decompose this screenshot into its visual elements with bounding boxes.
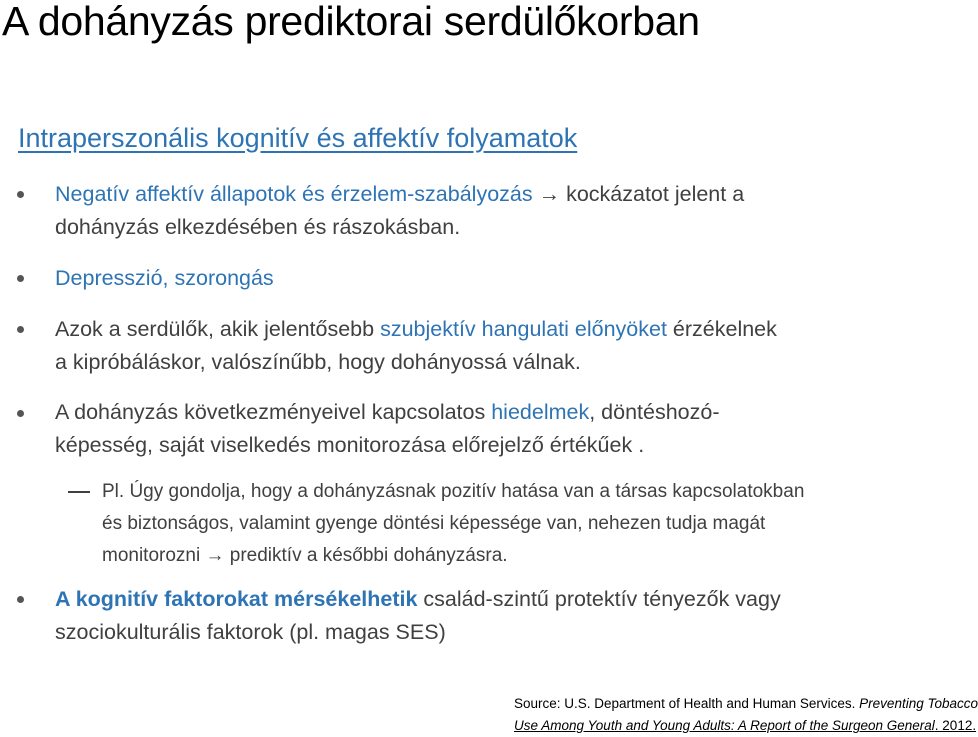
arrow-icon: → (205, 545, 225, 566)
citation-title: Preventing Tobacco (859, 696, 978, 711)
slide-title: A dohányzás prediktorai serdülőkorban (2, 0, 700, 44)
citation-line (514, 715, 978, 737)
highlight-text: A kognitív faktorokat mérsékelhetik (55, 587, 418, 611)
citation-text: . 2012. (934, 718, 977, 733)
body-text: a kipróbáláskor, valószínűbb, hogy dohányossá válnak. (55, 350, 581, 374)
bullet-item-mood (55, 313, 935, 379)
body-text: képesség, saját viselkedés monitorozása előrejelző értékűek . (55, 433, 645, 457)
bullet-dot (17, 191, 24, 198)
citation-title: Use Among Youth and Young Adults: A Report of the Surgeon General (514, 718, 935, 733)
body-text: dohányzás elkezdésében és rászokásban. (55, 215, 461, 239)
sub-item-example (102, 476, 932, 572)
body-text: prediktív a későbbi dohányzásra. (224, 545, 508, 566)
body-text: és biztonságos, valamint gyenge döntési képessége van, nehezen tudja magát (102, 513, 766, 534)
bullet-dot (17, 326, 24, 333)
bullet-dot (17, 596, 24, 603)
body-text: , döntéshozó- (589, 400, 720, 424)
body-text: Azok a serdülők, akik jelentősebb (55, 317, 381, 341)
source-citation (514, 693, 978, 737)
bullet-dot (17, 275, 24, 282)
arrow-icon: → (538, 182, 561, 206)
body-text: család-szintű protektív tényezők vagy (417, 587, 781, 611)
section-heading: Intraperszonális kognitív és affektív folyamatok (18, 123, 578, 153)
bullet-dot (17, 410, 24, 417)
bullet-item-depression (55, 262, 935, 295)
highlight-text: Depresszió, szorongás (55, 266, 274, 290)
bullet-item-beliefs (55, 396, 935, 462)
dash-marker (68, 491, 90, 493)
bullet-item-affect (55, 178, 935, 244)
citation-text: Source: U.S. Department of Health and Human Services. (514, 696, 860, 711)
body-text: szociokulturális faktorok (pl. magas SES) (55, 620, 446, 644)
bullet-item-protective (55, 583, 935, 649)
highlight-text: Negatív affektív állapotok és érzelem-szabályozás (55, 182, 533, 206)
body-text: Pl. Úgy gondolja, hogy a dohányzásnak pozitív hatása van a társas kapcsolatokban (102, 481, 805, 502)
citation-line (514, 693, 978, 715)
highlight-text: hiedelmek (491, 400, 590, 424)
body-text: A dohányzás következményeivel kapcsolatos (55, 400, 492, 424)
body-text: monitorozni (102, 545, 206, 566)
body-text: érzékelnek (666, 317, 777, 341)
highlight-text: szubjektív hangulati előnyöket (380, 317, 667, 341)
body-text: kockázatot jelent a (560, 182, 745, 206)
